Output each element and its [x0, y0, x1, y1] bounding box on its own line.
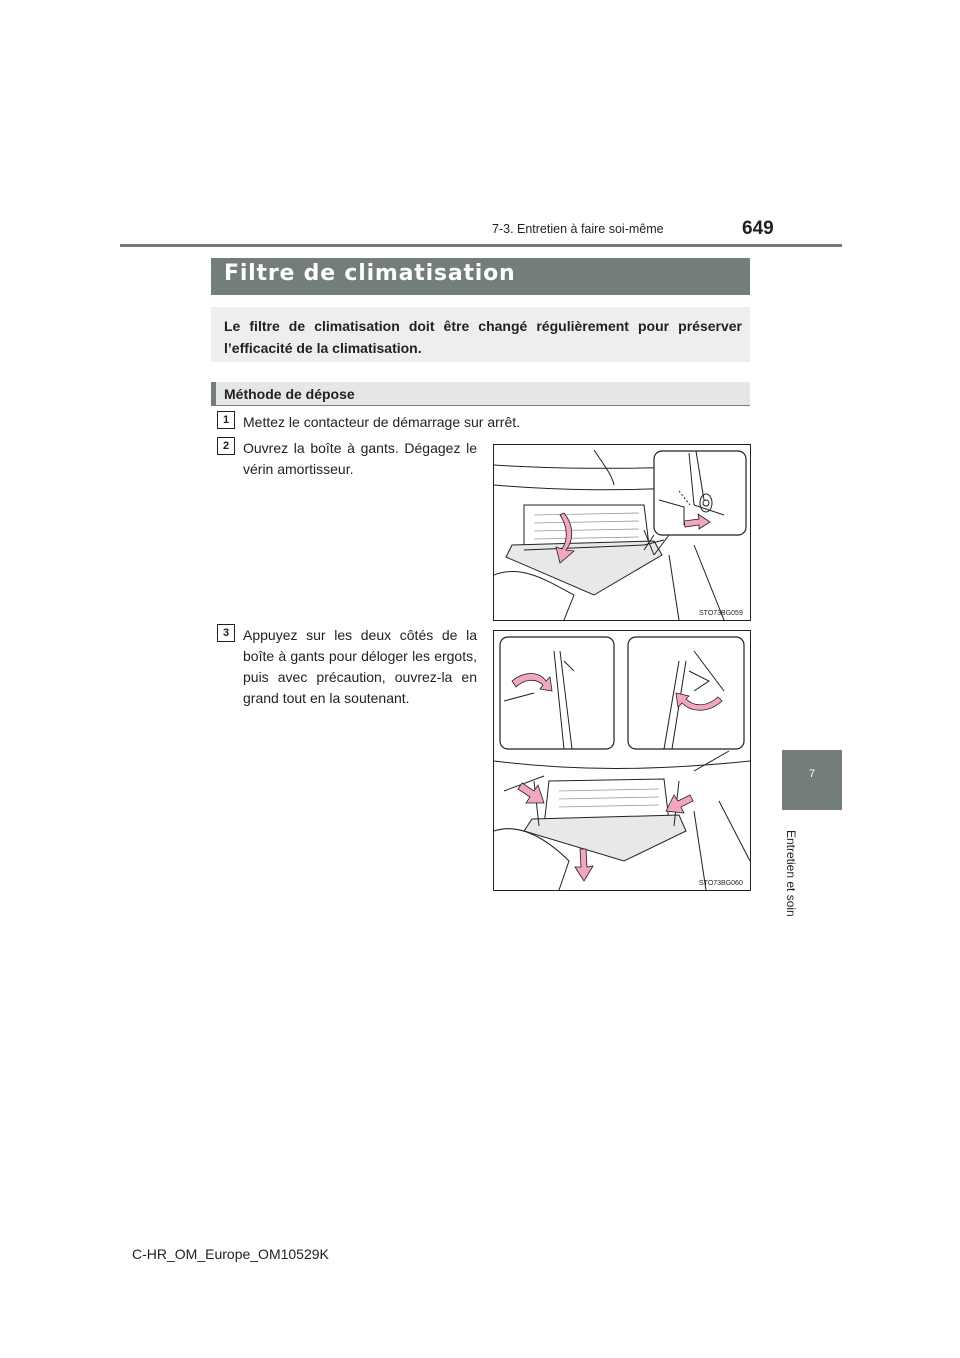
- section-title: 7-3. Entretien à faire soi-même: [492, 222, 664, 236]
- figure-id: STO73BG059: [699, 610, 743, 617]
- chapter-label-text: Entretien et soin: [784, 830, 798, 917]
- step-3-text: Appuyez sur les deux côtés de la boîte à gants pour déloger les ergots, puis avec précaution, ouvrez-la en grand tout en la soutenant.: [243, 627, 477, 706]
- glovebox-open-illustration: [494, 445, 750, 620]
- intro-text: Le filtre de climatisation doit être changé régulièrement pour préserver l’efficacité de la climatisation.: [224, 318, 742, 356]
- push-arrow-right-icon: [666, 795, 693, 813]
- page-number: 649: [742, 218, 774, 239]
- step-2-badge: 2: [217, 437, 235, 455]
- left-detail-inset: [500, 637, 614, 749]
- document-code: C-HR_OM_Europe_OM10529K: [132, 1246, 329, 1262]
- step-3-figure: [493, 630, 751, 891]
- chapter-number: 7: [808, 768, 816, 780]
- chapter-tab: [782, 750, 842, 810]
- step-1-badge: 1: [217, 411, 235, 429]
- figure-id: STO73BG060: [699, 880, 743, 887]
- header-rule: [120, 244, 842, 247]
- down-arrow-icon: [575, 849, 593, 881]
- right-detail-inset: [628, 637, 744, 749]
- step-2-figure: [493, 444, 751, 621]
- chapter-label: [778, 830, 808, 940]
- subsection-title: Méthode de dépose: [224, 386, 355, 402]
- subsection-accent: [211, 382, 216, 406]
- page-title: Filtre de climatisation: [224, 261, 516, 286]
- subsection-rule: [211, 405, 750, 406]
- glovebox-release-illustration: [494, 631, 750, 890]
- push-arrow-left-icon: [518, 783, 544, 803]
- step-1-text: Mettez le contacteur de démarrage sur arrêt.: [243, 414, 521, 430]
- step-3-badge: 3: [217, 624, 235, 642]
- step-2-text: Ouvrez la boîte à gants. Dégagez le vérin amortisseur.: [243, 440, 477, 477]
